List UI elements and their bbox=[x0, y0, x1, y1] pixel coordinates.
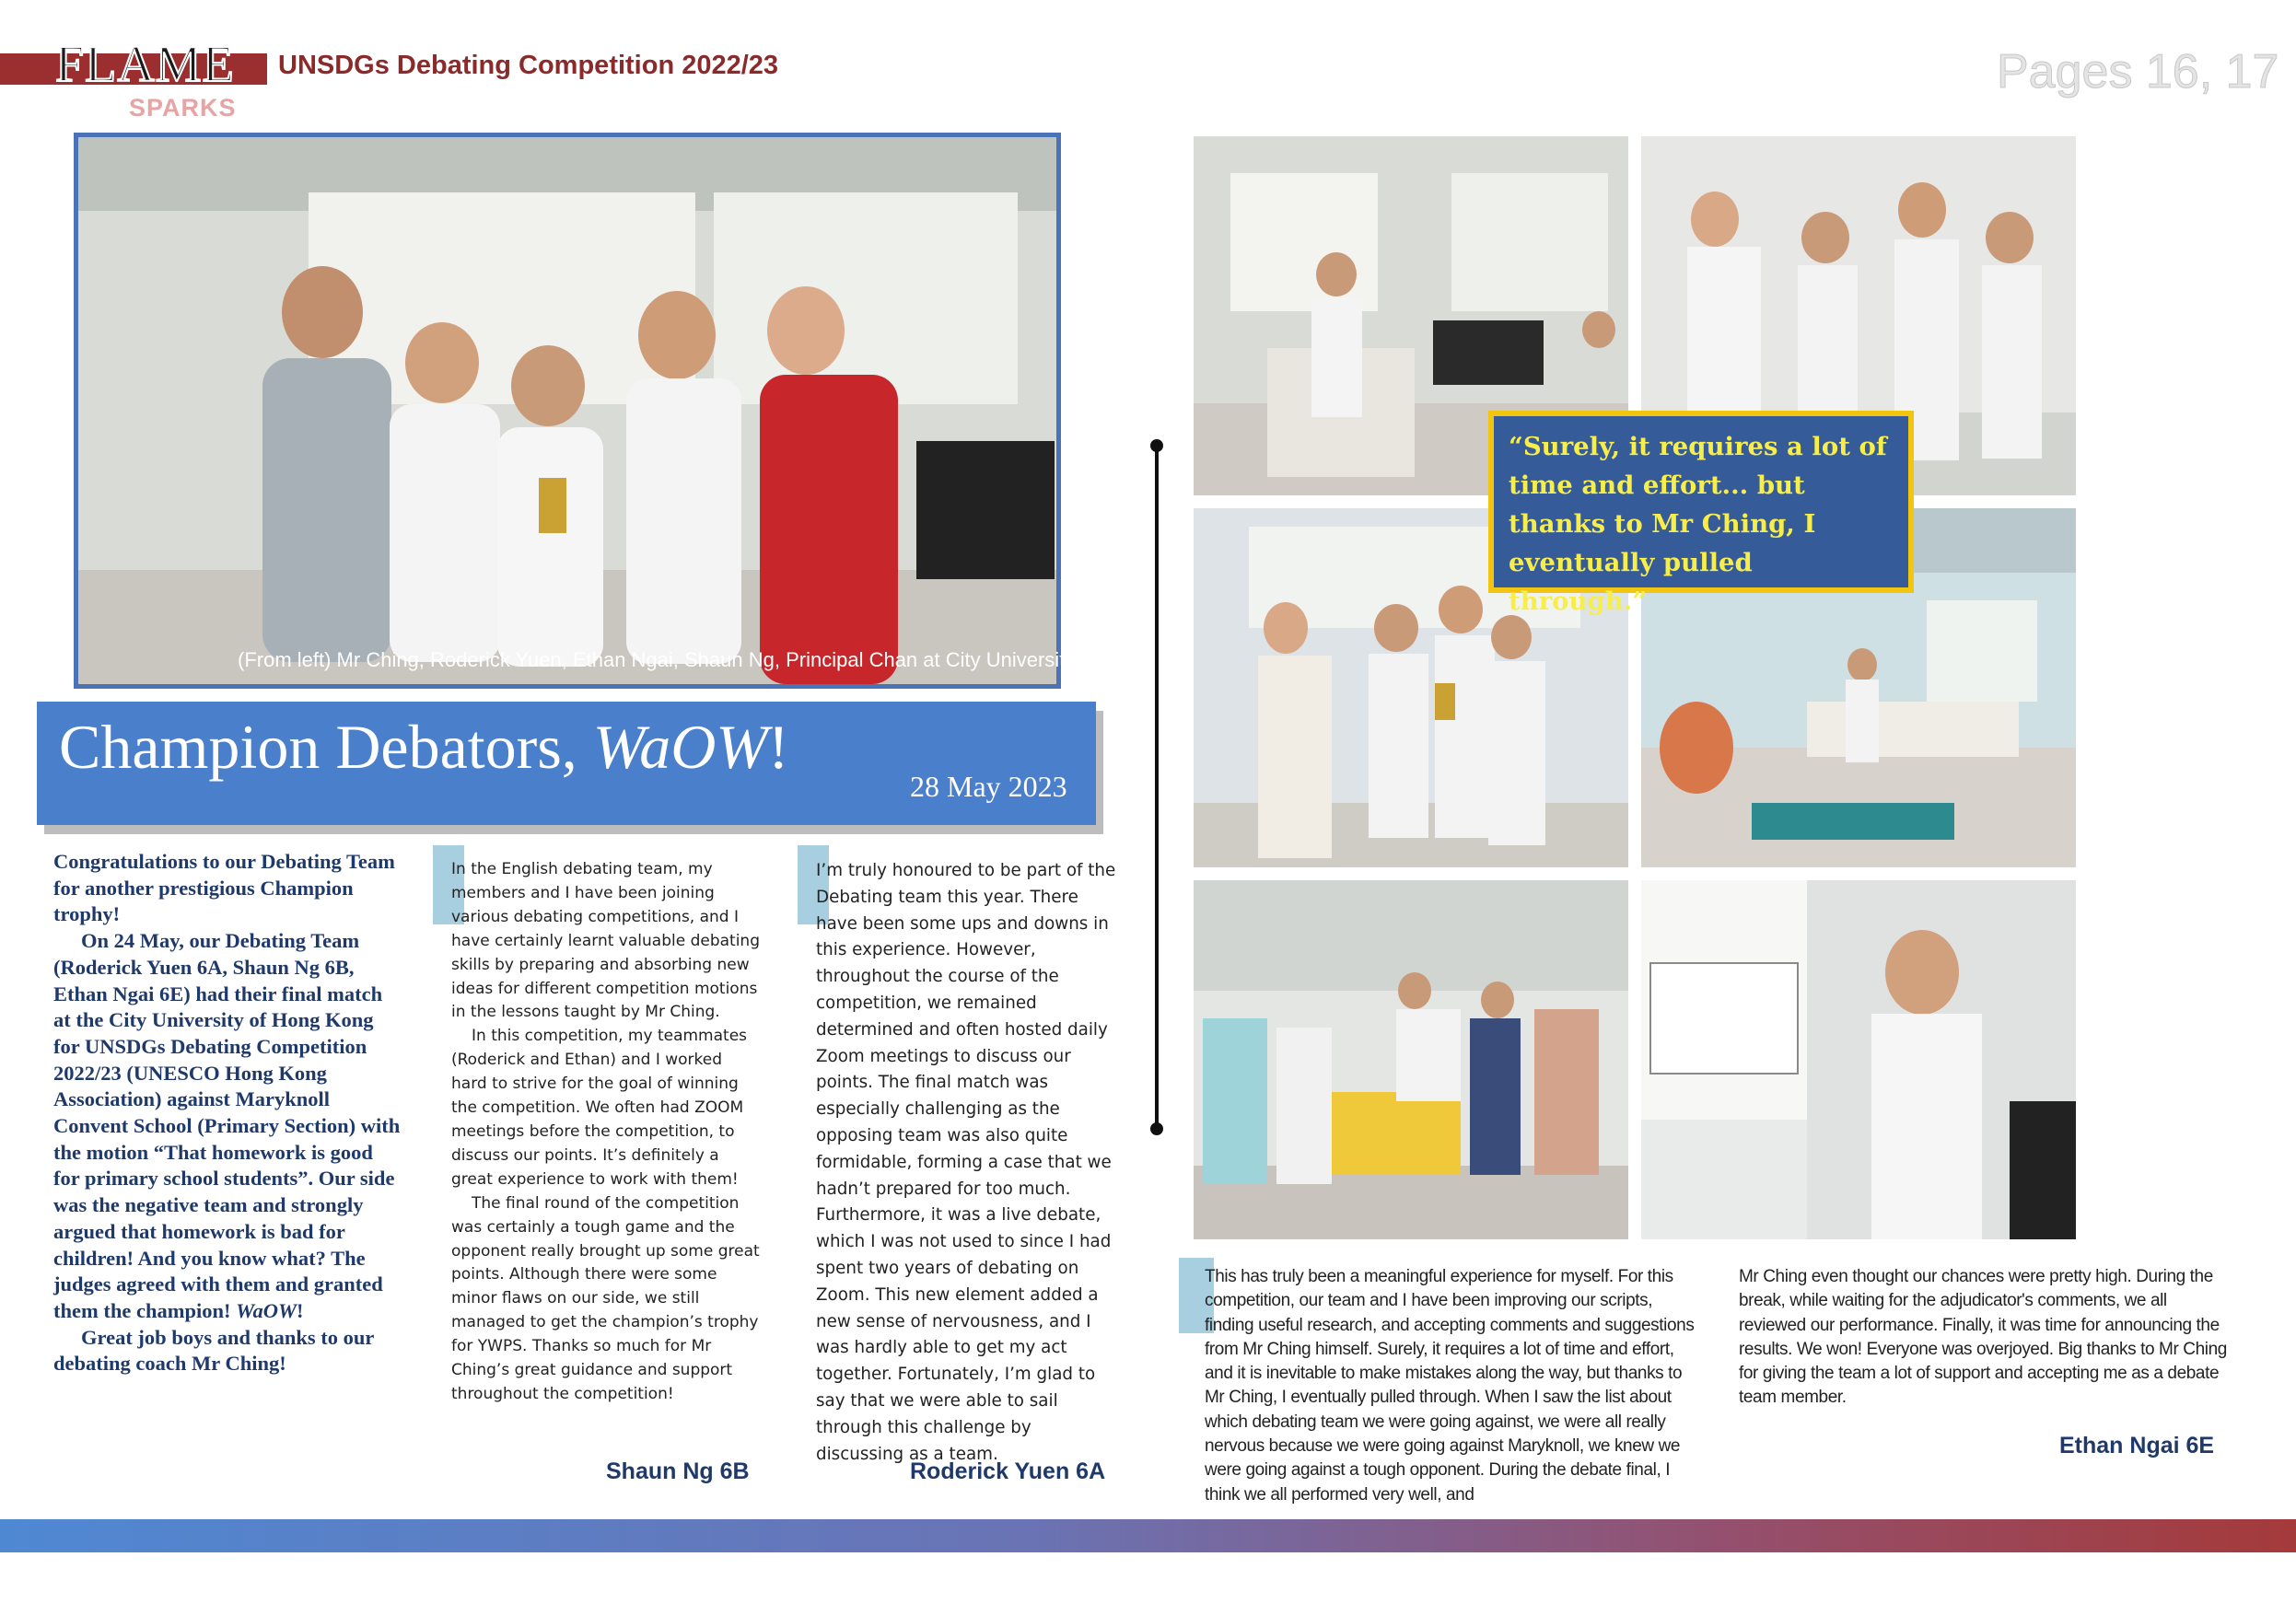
photo-all-teams bbox=[1194, 880, 1628, 1239]
photo-caption: (From left) Mr Ching, Roderick Yuen, Ethan Ngai, Shaun Ng, Principal Chan at City University bbox=[238, 648, 1076, 671]
headline-suffix: ! bbox=[767, 712, 789, 782]
issue-title: UNSDGs Debating Competition 2022/23 bbox=[278, 51, 779, 80]
article-headline bbox=[59, 711, 789, 784]
brand-logo: FLAME bbox=[55, 36, 235, 93]
headline-prefix: Champion Debators, bbox=[59, 712, 593, 782]
intro-closing: Great job boys and thanks to our debating coach Mr Ching! bbox=[53, 1325, 374, 1376]
ethan-quote-column-2: Mr Ching even thought our chances were pretty high. During the break, while waiting for the adjudicator's comments, we all reviewed our performance. Finally, it was time for announcing the results. We won! Everyone was overjoyed. Big thanks to Mr Ching for giving the team a lot of support and accepting me as a debate team member. bbox=[1739, 1267, 2227, 1408]
roderick-signature: Roderick Yuen 6A bbox=[910, 1458, 1106, 1484]
team-group-photo bbox=[74, 133, 1061, 689]
intro-body-emphasis: WaOW bbox=[236, 1298, 297, 1322]
intro-lead: Congratulations to our Debating Team for another prestigious Champion trophy! bbox=[53, 850, 395, 926]
intro-column bbox=[53, 849, 403, 1377]
ethan-quote-column-1: This has truly been a meaningful experience for myself. For this competition, our team and I have been improving our scripts, finding useful research, and accepting comments and suggestions from Mr Ching himself. Surely, it requires a lot of time and effort, and it is inevitable to make mistakes along the way, but thanks to Mr Ching, I eventually pulled through. When I saw the list about which debating team we were going against, we were all really nervous because we were going against Maryknoll, we knew we were going against a tough opponent. During the debate final, I think we all performed very well, and bbox=[1205, 1267, 1695, 1505]
shaun-paragraph-1: In the English debating team, my members and I have been joining various debating competitions, and I have certainly learnt valuable debating skills by preparing and absorbing new ideas for different competition motions in the lessons taught by Mr Ching. bbox=[451, 860, 760, 1022]
intro-body bbox=[53, 928, 403, 1325]
pull-quote: “Surely, it requires a lot of time and effort... but thanks to Mr Ching, I eventually pulled through.” bbox=[1488, 411, 1914, 593]
headline-emphasis: WaOW bbox=[592, 712, 768, 782]
ethan-signature: Ethan Ngai 6E bbox=[2059, 1433, 2215, 1458]
timeline-line bbox=[1155, 446, 1159, 1129]
roderick-quote-column bbox=[816, 858, 1120, 1468]
timeline-dot bbox=[1150, 439, 1163, 452]
intro-body-suffix: ! bbox=[296, 1298, 304, 1322]
brand-subtitle: SPARKS bbox=[129, 94, 237, 122]
shaun-paragraph-2: In this competition, my teammates (Roderick and Ethan) and I worked hard to strive for the goal of winning the competition. We often had ZOOM meetings before the competition, to discuss our points. It’s definitely a great experience to work with them! bbox=[451, 1027, 748, 1189]
shaun-quote-column bbox=[451, 858, 761, 1407]
shaun-signature: Shaun Ng 6B bbox=[606, 1458, 750, 1484]
shaun-paragraph-3: The final round of the competition was certainly a tough game and the opponent really brought up some great points. Although there were some minor flaws on our side, we still managed to get the champion’s trophy for YWPS. Thanks so much for Mr Ching’s great guidance and support throughout the competition! bbox=[451, 1193, 760, 1403]
article-date: 28 May 2023 bbox=[910, 770, 1067, 803]
intro-body-text: On 24 May, our Debating Team (Roderick Yuen 6A, Shaun Ng 6B, Ethan Ngai 6E) had their final match at the City University of Hong Kong for UNSDGs Debating Competition 2022/23 (UNESCO Hong Kong Association) against Maryknoll Convent School (Primary Section) with the motion “That homework is good for primary school students”. Our side was the negative team and strongly argued that homework is bad for children! And you know what? The judges agreed with them and granted them the champion! bbox=[53, 929, 401, 1322]
photo-motion-board-speaker bbox=[1641, 880, 2076, 1239]
timeline-dot bbox=[1150, 1122, 1163, 1135]
page-number: Pages 16, 17 bbox=[1997, 45, 2279, 99]
footer-gradient-bar bbox=[0, 1519, 2296, 1552]
roderick-paragraph: I’m truly honoured to be part of the Debating team this year. There have been some ups and downs in this experience. However, throughout the course of the competition, we remained determined and often hosted daily Zoom meetings to discuss our points. The final match was especially challenging as the opposing team was also quite formidable, forming a case that we hadn’t prepared for too much. Furthermore, it was a live debate, which I was not used to since I had spent two years of debating on Zoom. This new element added a new sense of nervousness, and I was hardly able to get my act together. Fortunately, I’m glad to say that we were able to sail through this challenge by discussing as a team. bbox=[816, 861, 1116, 1464]
